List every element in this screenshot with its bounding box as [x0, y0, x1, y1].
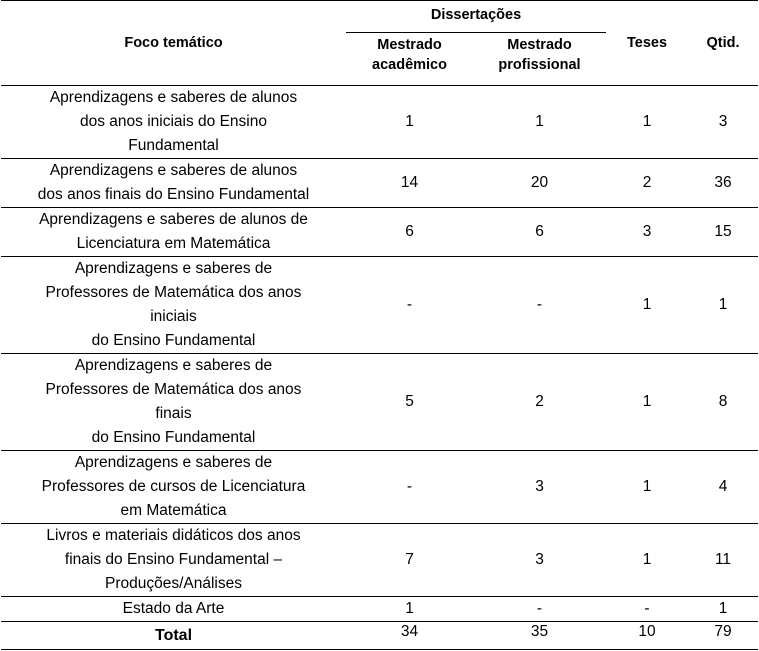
academic-cell: 1: [405, 113, 414, 130]
theme-line: finais: [155, 405, 192, 422]
total-cell: 11: [688, 524, 758, 597]
table-row: [1, 208, 758, 257]
professional-cell: 2: [473, 354, 606, 451]
professional-cell: 20: [473, 159, 606, 208]
theme-line: Aprendizagens e saberes de alunos: [49, 162, 298, 179]
theses-cell: 1: [642, 113, 652, 130]
academic-cell: 7: [346, 524, 473, 597]
theme-line: do Ensino Fundamental: [91, 332, 256, 349]
total-total-cell: 79: [688, 622, 758, 650]
theses-cell: -: [606, 597, 688, 622]
theme-cell: [1, 597, 346, 622]
academic-cell: 5: [346, 354, 473, 451]
header-professional-masters: Mestrado profissional: [473, 33, 606, 86]
academic-cell: -: [346, 257, 473, 354]
theses-cell: 1: [606, 257, 688, 354]
header-theme: Foco temático: [1, 1, 346, 86]
theme-line: Livros e materiais didáticos dos anos: [46, 527, 301, 544]
theses-cell: 1: [606, 451, 688, 524]
theses-cell: 3: [606, 208, 688, 257]
total-academic-cell: 34: [346, 622, 473, 650]
theme-line: Estado da Arte: [122, 600, 225, 617]
professional-cell: 3: [473, 524, 606, 597]
table-row: [1, 159, 758, 208]
theme-line: Aprendizagens e saberes de alunos: [49, 89, 298, 106]
academic-cell: -: [346, 451, 473, 524]
total-cell: 1: [688, 257, 758, 354]
professional-cell: 3: [473, 451, 606, 524]
academic-cell: 6: [346, 208, 473, 257]
total-theses-cell: 10: [606, 622, 688, 650]
total-cell: 36: [688, 159, 758, 208]
theme-line: finais do Ensino Fundamental –: [64, 551, 283, 568]
academic-cell: 1: [346, 597, 473, 622]
theme-line: Aprendizagens e saberes de: [74, 260, 273, 277]
table-row: [1, 597, 758, 622]
theme-line: Licenciatura em Matemática: [76, 235, 271, 252]
theses-cell: 2: [606, 159, 688, 208]
table-body: [1, 86, 758, 650]
theme-line: Aprendizagens e saberes de alunos de: [39, 211, 308, 228]
theme-line: em Matemática: [120, 502, 227, 519]
total-cell: 3: [718, 113, 728, 130]
header-theses: Teses: [606, 1, 688, 86]
table-row: [1, 354, 758, 451]
theme-line: iniciais: [150, 308, 197, 325]
total-row: [1, 622, 758, 650]
theme-cell: [1, 208, 346, 257]
theme-line: Professores de Matemática dos anos: [45, 381, 302, 398]
thematic-focus-table: [1, 0, 758, 650]
theme-line: Aprendizagens e saberes de: [74, 357, 273, 374]
table-row: [1, 451, 758, 524]
theme-line: Professores de Matemática dos anos: [45, 284, 302, 301]
theme-line: Fundamental: [128, 137, 219, 154]
theme-cell: [1, 451, 346, 524]
theme-cell: [1, 257, 346, 354]
table-row: [1, 257, 758, 354]
total-professional-cell: 35: [473, 622, 606, 650]
total-cell: 1: [688, 597, 758, 622]
table-row: [1, 524, 758, 597]
theme-line: dos anos finais do Ensino Fundamental: [37, 186, 310, 203]
table-row: [1, 86, 758, 159]
theme-cell: [1, 86, 346, 159]
professional-cell: 1: [535, 113, 544, 130]
theses-cell: 1: [606, 354, 688, 451]
total-cell: 15: [688, 208, 758, 257]
theme-cell: [1, 524, 346, 597]
academic-cell: 14: [346, 159, 473, 208]
theme-line: dos anos iniciais do Ensino: [80, 113, 267, 130]
professional-cell: -: [473, 257, 606, 354]
professional-cell: -: [473, 597, 606, 622]
theme-line: Aprendizagens e saberes de: [74, 454, 273, 471]
theme-line: Produções/Análises: [105, 575, 242, 592]
header-academic-masters: Mestrado acadêmico: [346, 33, 473, 86]
theme-cell: [1, 159, 346, 208]
professional-cell: 6: [473, 208, 606, 257]
total-cell: 4: [688, 451, 758, 524]
theme-cell: [1, 354, 346, 451]
total-label: Total: [1, 622, 346, 650]
header-dissertations: Dissertações: [346, 1, 606, 33]
theme-line: do Ensino Fundamental: [91, 429, 256, 446]
theme-line: Professores de cursos de Licenciatura: [41, 478, 306, 495]
header-quantity: Qtid.: [688, 1, 758, 86]
total-cell: 8: [688, 354, 758, 451]
theses-cell: 1: [606, 524, 688, 597]
